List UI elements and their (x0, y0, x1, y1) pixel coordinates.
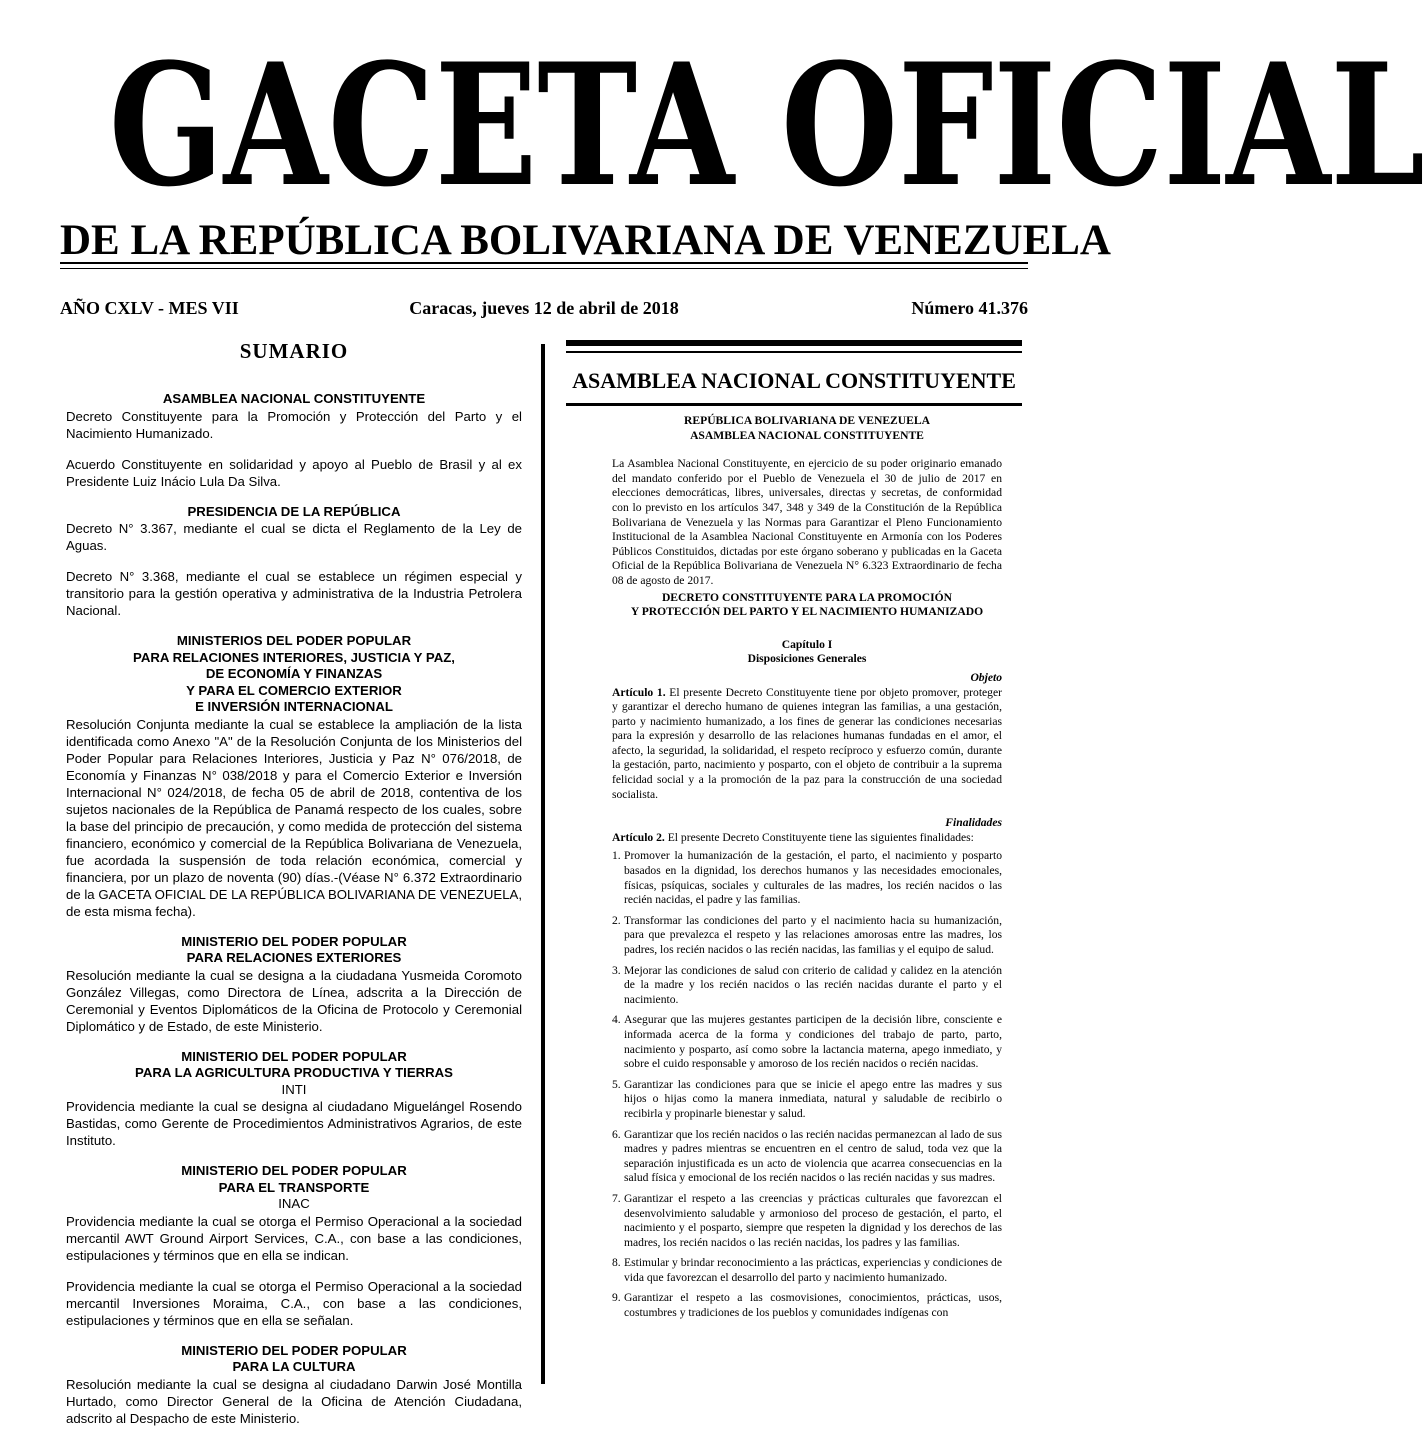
finalidad-item (612, 914, 1002, 958)
section-heading-line: MINISTERIO DEL PODER POPULAR (181, 933, 407, 949)
finalidad-item (612, 1013, 1002, 1071)
finalidad-item (612, 1128, 1002, 1186)
decree-document (612, 414, 1002, 1321)
section-heading-line: PARA LA AGRICULTURA PRODUCTIVA Y TIERRAS (135, 1065, 453, 1080)
masthead-rule (60, 262, 1028, 264)
finalidad-number: 4. (612, 1013, 621, 1027)
section-heading-line: Y PARA EL COMERCIO EXTERIOR (186, 682, 402, 698)
decree-title-line-1: DECRETO CONSTITUYENTE PARA LA PROMOCIÓN (661, 590, 953, 604)
section-heading-line: PARA RELACIONES EXTERIORES (186, 950, 402, 965)
sumario-section (66, 391, 522, 490)
finalidad-text: Asegurar que las mujeres gestantes participen de la decisión libre, consciente e informada acerca de la forma y condiciones del trabajo de parto, parto, nacimiento y posparto, así como sobre la lactancia materna, apego inmediato, y sobre el cuido responsable y amoroso de los recién nacidos o recién nacidas. (624, 1013, 1002, 1071)
sumario-entry: Providencia mediante la cual se otorga el Permiso Operacional a la sociedad mercantil AWT Ground Airport Services, C.A., con base a las condiciones, estipulaciones y términos que en ella se indican. (66, 1213, 522, 1263)
sumario-entry: Decreto N° 3.367, mediante el cual se dicta el Reglamento de la Ley de Aguas. (66, 521, 522, 553)
finalidades-list (612, 849, 1002, 1320)
section-heading-line: E INVERSIÓN INTERNACIONAL (195, 699, 393, 714)
finalidad-item (612, 1192, 1002, 1250)
finalidad-number: 2. (612, 913, 621, 927)
finalidad-item (612, 849, 1002, 907)
finalidad-text: Transformar las condiciones del parto y el nacimiento hacia su humanización, para que prevalezca el respeto y las relaciones amorosas entre las madres, los padres, los recién nacidos o las recién nacidas, las familias y el equipo de salud. (624, 913, 1002, 956)
decree-title-line-2: Y PROTECCIÓN DEL PARTO Y EL NACIMIENTO HUMANIZADO (630, 605, 984, 619)
section-heading-line: MINISTERIOS DEL PODER POPULAR (176, 633, 412, 648)
section-heading-line: PRESIDENCIA DE LA REPÚBLICA (187, 503, 401, 519)
section-heading: ASAMBLEA NACIONAL CONSTITUYENTE (572, 368, 1016, 393)
side-heading-objeto: Objeto (970, 670, 1002, 684)
masthead-subtitle: DE LA REPÚBLICA BOLIVARIANA DE VENEZUELA (60, 217, 1111, 264)
finalidad-number: 3. (612, 963, 621, 977)
sumario-section (66, 633, 522, 920)
article-1 (612, 686, 1002, 803)
article-1-text: El presente Decreto Constituyente tiene por objeto promover, proteger y garantizar el derecho humano de quienes integran las familias, a una gestación, parto y nacimiento humanizado, a los fines de generar las condiciones necesarias para la expresión y desarrollo de las relaciones humanas fundadas en el amor, el afecto, la seguridad, la solidaridad, el respeto recíproco y esfuerzo común, durante la gestación, parto, nacimiento y posparto, con el objeto de contribuir a la suprema felicidad social y a la promoción de la paz para la construcción de una sociedad socialista. (612, 685, 1002, 801)
sumario-entry: Providencia mediante la cual se designa al ciudadano Miguelángel Rosendo Bastidas, como Gerente de Procedimientos Administrativos Agrarios, de este Instituto. (66, 1099, 522, 1148)
section-subheading: INTI (281, 1081, 307, 1097)
sumario-sections (66, 391, 522, 1427)
sumario-entry: Decreto N° 3.368, mediante el cual se establece un régimen especial y transitorio para la gestión operativa y administrativa de la Industria Petrolera Nacional. (66, 569, 522, 618)
sumario-entry: Resolución Conjunta mediante la cual se establece la ampliación de la lista identificada como Anexo "A" de la Resolución Conjunta de los Ministerios del Poder Popular para Relaciones Interiores, Justicia y Paz N° 076/2018, de Economía y Finanzas N° 038/2018 y para el Comercio Exterior e Inversión Internacional N° 024/2018, de fecha 05 de abril de 2018, contentiva de los sujetos nacionales de la República de Panamá respecto de los cuales, sobre la base del principio de precaución, y como medida de protección del sistema financiero, económico y comercial de la República Bolivariana de Venezuela, fue acordada la suspensión de toda relación económica, comercial y financiera, por un plazo de noventa (90) días.-(Véase N° 6.372 Extraordinario de la GACETA OFICIAL DE LA REPÚBLICA BOLIVARIANA DE VENEZUELA, de esta misma fecha). (66, 716, 522, 919)
section-heading-line: PARA LA CULTURA (232, 1359, 356, 1374)
finalidad-item (612, 1078, 1002, 1122)
section-heading-line: ASAMBLEA NACIONAL CONSTITUYENTE (162, 391, 426, 406)
column-separator (541, 344, 545, 1384)
sumario-column (66, 338, 522, 1441)
section-heading-line: MINISTERIO DEL PODER POPULAR (181, 1163, 407, 1178)
sumario-section (66, 1049, 522, 1150)
masthead-rule-thin (60, 268, 1028, 269)
finalidad-number: 8. (612, 1256, 621, 1270)
section-heading-rule (566, 403, 1022, 406)
section-subheading: INAC (278, 1196, 310, 1211)
doc-header-line-1: REPÚBLICA BOLIVARIANA DE VENEZUELA (684, 414, 930, 427)
finalidad-text: Garantizar las condiciones para que se inicie el apego entre las madres y sus hijos o hijas como la manera inmediata, natural y saludable de recibirlo o recibirla y propinarle bienestar y salud. (624, 1077, 1002, 1120)
masthead-title: GACETA OFICIAL (108, 26, 1425, 224)
doc-header-line-2: ASAMBLEA NACIONAL CONSTITUYENTE (690, 428, 924, 442)
finalidad-item (612, 1256, 1002, 1285)
sumario-section (66, 934, 522, 1035)
article-1-label: Artículo 1. (612, 685, 666, 699)
decree-column (566, 340, 1022, 1327)
sumario-entry: Acuerdo Constituyente en solidaridad y apoyo al Pueblo de Brasil y al ex Presidente Luiz Inácio Lula Da Silva. (66, 456, 522, 489)
finalidad-text: Garantizar el respeto a las creencias y prácticas culturales que favorezcan el desenvolvimiento saludable y armonioso del proceso de gestación, el parto, el nacimiento y el posparto, siempre que respeten la dignidad y los derechos de las madres, los recién nacidos o las recién nacidas, los padres y las familias. (624, 1191, 1002, 1249)
chapter-number: Capítulo I (781, 637, 833, 651)
section-rule-thin (566, 351, 1022, 353)
finalidad-text: Estimular y brindar reconocimiento a las prácticas, experiencias y condiciones de vida que favorezcan el desarrollo del parto y nacimiento humanizado. (624, 1256, 1002, 1284)
side-heading-finalidades: Finalidades (945, 816, 1002, 830)
issue-number: Número 41.376 (911, 298, 1028, 318)
issue-date: Caracas, jueves 12 de abril de 2018 (409, 298, 679, 318)
chapter-title: Disposiciones Generales (747, 652, 867, 666)
sumario-section (66, 1343, 522, 1427)
finalidad-text: Mejorar las condiciones de salud con criterio de calidad y calidez en la atención de la madre y los recién nacidos o las recién nacidas durante el parto y el nacimiento. (624, 963, 1002, 1006)
issue-line (60, 298, 1028, 322)
finalidad-text: Garantizar el respeto a las cosmovisiones, conocimientos, prácticas, usos, costumbres y tradiciones de los pueblos y comunidades indígenas con (624, 1291, 1002, 1320)
article-2 (612, 831, 1002, 846)
masthead (60, 26, 1425, 264)
section-heading-line: DE ECONOMÍA Y FINANZAS (205, 666, 383, 681)
finalidad-number: 6. (612, 1127, 621, 1141)
sumario-entry: Decreto Constituyente para la Promoción y Protección del Parto y el Nacimiento Humanizado. (66, 408, 522, 441)
preamble: La Asamblea Nacional Constituyente, en ejercicio de su poder originario emanado del mandato conferido por el Pueblo de Venezuela el 30 de julio de 2017 en elecciones democráticas, libres, universales, directas y secretas, de conformidad con lo previsto en los artículos 347, 348 y 349 de la Constitución de la República Bolivariana de Venezuela y las Normas para Garantizar el Pleno Funcionamiento Institucional de la Asamblea Nacional Constituyente en Armonía con los Poderes Públicos Constituidos, dictadas por este órgano soberano y publicadas en la Gaceta Oficial de la República Bolivariana de Venezuela N° 6.323 Extraordinario de fecha 08 de agosto de 2017. (612, 457, 1002, 587)
sumario-entry: Providencia mediante la cual se otorga el Permiso Operacional a la sociedad mercantil Inversiones Moraima, C.A., con base a las condiciones, estipulaciones y términos que en ella se señalan. (66, 1278, 522, 1328)
sumario-entry: Resolución mediante la cual se designa al ciudadano Darwin José Montilla Hurtado, como Director General de la Oficina de Atención Ciudadana, adscrito al Despacho de este Ministerio. (66, 1376, 522, 1426)
section-heading-line: PARA EL TRANSPORTE (218, 1179, 370, 1195)
finalidad-item (612, 964, 1002, 1008)
section-heading-line: PARA RELACIONES INTERIORES, JUSTICIA Y PAZ, (133, 649, 455, 665)
article-2-label: Artículo 2. (612, 830, 665, 844)
article-2-text: El presente Decreto Constituyente tiene las siguientes finalidades: (664, 830, 974, 844)
section-heading-line: MINISTERIO DEL PODER POPULAR (181, 1048, 407, 1064)
sumario-section (66, 1163, 522, 1329)
sumario-section (66, 504, 522, 620)
section-heading-line: MINISTERIO DEL PODER POPULAR (181, 1342, 407, 1358)
finalidad-number: 7. (612, 1191, 621, 1205)
finalidad-number: 1. (612, 849, 621, 863)
section-rule (566, 340, 1022, 346)
sumario-entry: Resolución mediante la cual se designa a la ciudadana Yusmeida Coromoto González Villegas, como Directora de Línea, adscrita a la Dirección de Ceremonial y Eventos Diplomáticos de la Oficina de Protocolo y Ceremonial Diplomático y de Estado, de este Ministerio. (66, 967, 522, 1034)
finalidad-item (612, 1291, 1002, 1320)
issue-year-month: AÑO CXLV - MES VII (60, 298, 239, 318)
sumario-title: SUMARIO (239, 339, 349, 363)
finalidad-text: Promover la humanización de la gestación, el parto, el nacimiento y posparto basados en la dignidad, los derechos humanos y las necesidades emocionales, físicas, psíquicas, sociales y culturales de las madres, los recién nacidos o las recién nacidas, el padre y las familias. (624, 849, 1002, 907)
finalidad-text: Garantizar que los recién nacidos o las recién nacidas permanezcan al lado de sus madres y padres mientras se encuentren en el centro de salud, toda vez que la separación injustificada es un acto de violencia que acarrea consecuencias en la salud física y emocional de los recién nacidos o las recién nacidas y sus madres. (624, 1127, 1002, 1185)
finalidad-number: 9. (612, 1291, 621, 1305)
finalidad-number: 5. (612, 1077, 621, 1091)
